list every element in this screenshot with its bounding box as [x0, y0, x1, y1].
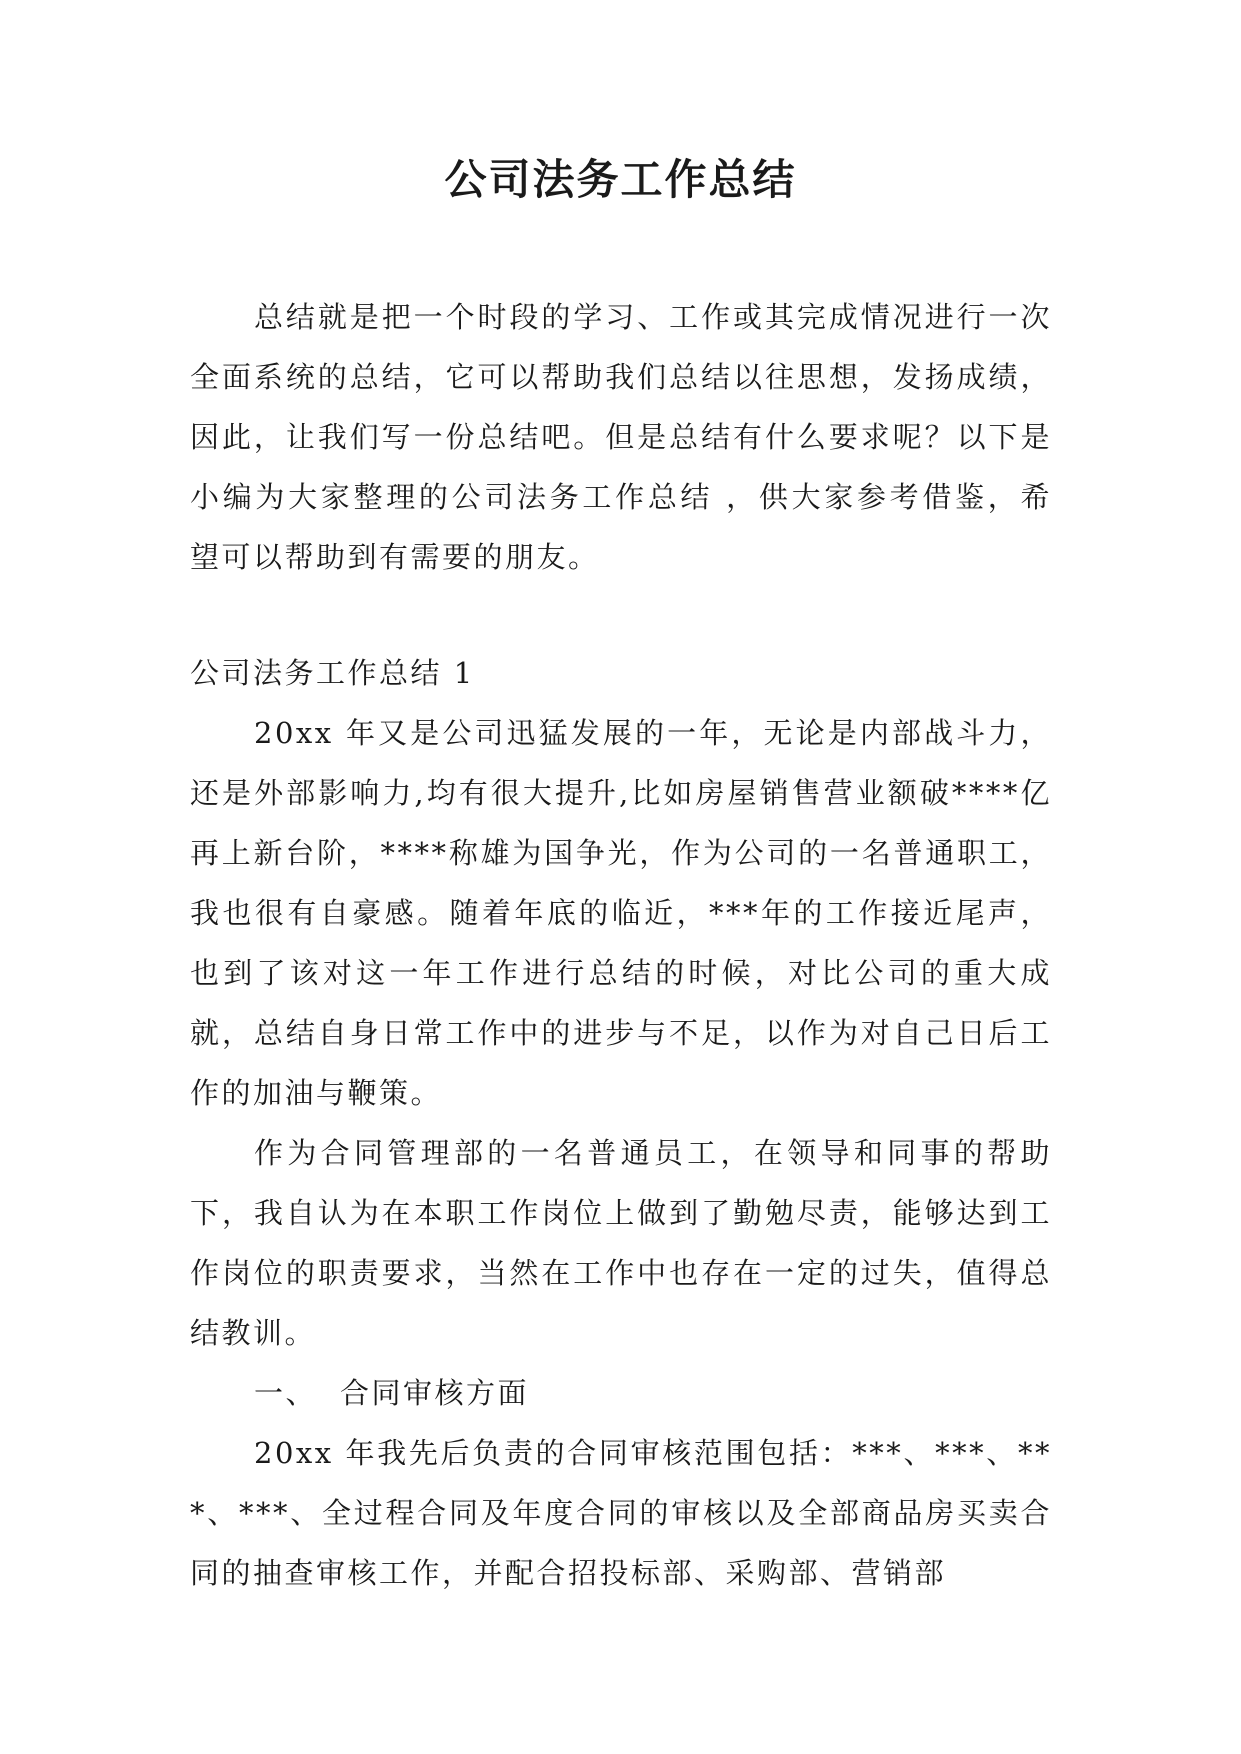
document-title: 公司法务工作总结 — [444, 155, 797, 204]
document-body — [190, 287, 1052, 1603]
intro-paragraph: 总结就是把一个时段的学习、工作或其完成情况进行一次全面系统的总结，它可以帮助我们总结以往思想，发扬成绩，因此，让我们写一份总结吧。但是总结有什么要求呢？以下是小编为大家整理的公司法务工作总结 ，供大家参考借鉴，希望可以帮助到有需要的朋友。 — [190, 300, 1052, 574]
subsection-heading — [190, 1363, 1052, 1423]
body-paragraph-2: 作为合同管理部的一名普通员工，在领导和同事的帮助下，我自认为在本职工作岗位上做到了勤勉尽责，能够达到工作岗位的职责要求，当然在工作中也存在一定的过失，值得总结教训。 — [190, 1136, 1052, 1350]
subsection-number: 一、 — [254, 1376, 318, 1410]
subsection-label: 合同审核方面 — [340, 1376, 530, 1410]
body-paragraph-1: 20xx 年又是公司迅猛发展的一年，无论是内部战斗力，还是外部影响力,均有很大提升,比如房屋销售营业额破****亿再上新台阶，****称雄为国争光，作为公司的一名普通职工，我也很有自豪感。随着年底的临近，***年的工作接近尾声，也到了该对这一年工作进行总结的时候，对比公司的重大成就，总结自身日常工作中的进步与不足，以作为对自己日后工作的加油与鞭策。 — [190, 716, 1052, 1110]
body-paragraph-3: 20xx 年我先后负责的合同审核范围包括：***、***、***、***、全过程合同及年度合同的审核以及全部商品房买卖合同的抽查审核工作，并配合招投标部、采购部、营销部 — [190, 1436, 1052, 1590]
section-heading: 公司法务工作总结 1 — [190, 656, 475, 690]
